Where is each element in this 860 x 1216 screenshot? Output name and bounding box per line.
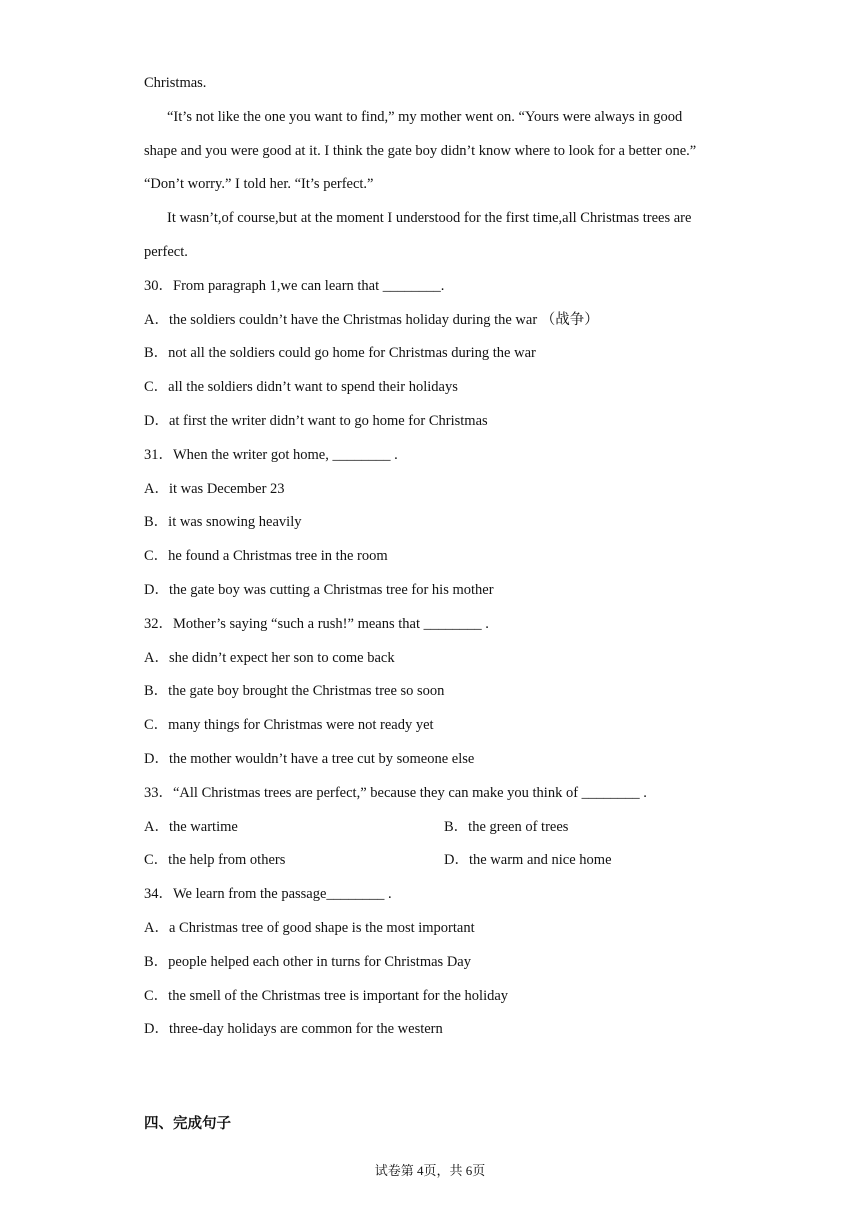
question-stem-32: 32．Mother’s saying “such a rush!” means that ________ . xyxy=(144,616,489,632)
option-30-d: D．at first the writer didn’t want to go home for Christmas xyxy=(144,413,488,429)
passage-line: “Don’t worry.” I told her. “It’s perfect.” xyxy=(144,176,374,192)
option-33-b: B．the green of trees xyxy=(444,819,569,835)
option-30-c: C．all the soldiers didn’t want to spend their holidays xyxy=(144,379,458,395)
passage-line: shape and you were good at it. I think the gate boy didn’t know where to look for a better one.” xyxy=(144,143,697,159)
question-stem-31: 31．When the writer got home, ________ . xyxy=(144,447,398,463)
option-30-b: B．not all the soldiers could go home for Christmas during the war xyxy=(144,345,536,361)
page-footer: 试卷第 4页，共 6页 xyxy=(374,1163,486,1178)
option-31-d: D．the gate boy was cutting a Christmas tree for his mother xyxy=(144,582,494,598)
option-31-c: C．he found a Christmas tree in the room xyxy=(144,548,388,564)
option-33-a: A．the wartime xyxy=(144,819,238,835)
option-32-c: C．many things for Christmas were not ready yet xyxy=(144,717,434,733)
option-31-a: A．it was December 23 xyxy=(144,481,285,497)
passage-line: It wasn’t,of course,but at the moment I understood for the first time,all Christmas trees are xyxy=(167,210,692,226)
option-31-b: B．it was snowing heavily xyxy=(144,514,302,530)
option-34-b: B．people helped each other in turns for Christmas Day xyxy=(144,954,471,970)
option-33-c: C．the help from others xyxy=(144,852,286,868)
option-34-a: A．a Christmas tree of good shape is the most important xyxy=(144,920,475,936)
option-32-b: B．the gate boy brought the Christmas tree so soon xyxy=(144,683,445,699)
question-stem-34: 34．We learn from the passage________ . xyxy=(144,886,392,902)
question-stem-33: 33．“All Christmas trees are perfect,” because they can make you think of ________ . xyxy=(144,785,647,801)
option-33-d: D．the warm and nice home xyxy=(444,852,612,868)
passage-line: “It’s not like the one you want to find,” my mother went on. “Yours were always in good xyxy=(167,109,683,125)
option-34-c: C．the smell of the Christmas tree is important for the holiday xyxy=(144,988,509,1004)
section-heading: 四、完成句子 xyxy=(144,1116,231,1132)
question-stem-30: 30．From paragraph 1,we can learn that ________. xyxy=(144,278,445,294)
option-32-d: D．the mother wouldn’t have a tree cut by someone else xyxy=(144,751,475,767)
option-32-a: A．she didn’t expect her son to come back xyxy=(144,650,395,666)
passage-line: perfect. xyxy=(144,244,188,260)
passage-line: Christmas. xyxy=(144,75,207,91)
option-30-a: A．the soldiers couldn’t have the Christmas holiday during the war （战争） xyxy=(144,312,599,328)
option-34-d: D．three-day holidays are common for the western xyxy=(144,1021,443,1037)
